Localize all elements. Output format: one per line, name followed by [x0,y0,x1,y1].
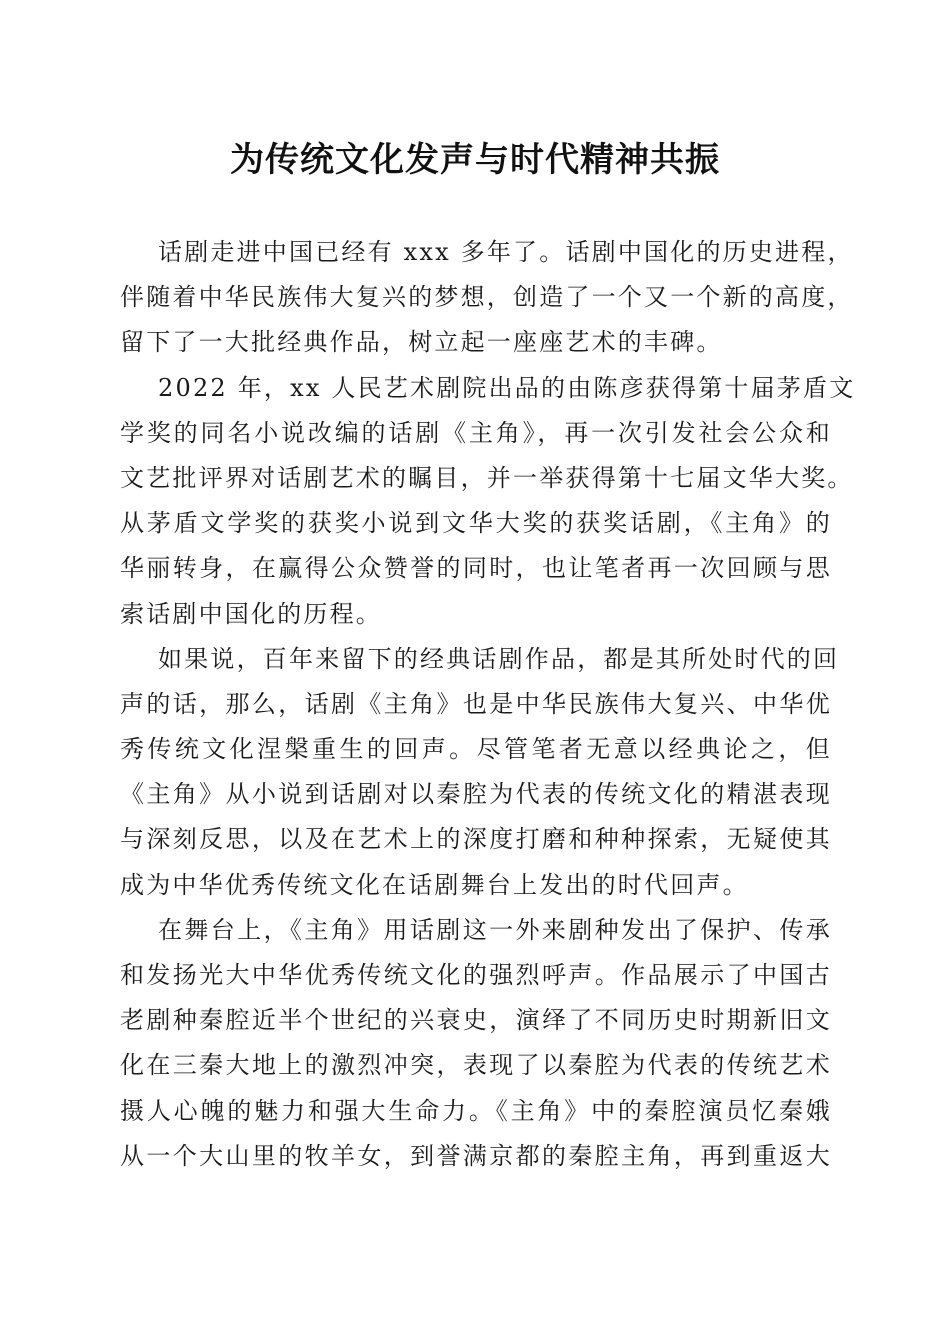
paragraph-4-line-1: 在舞台上，《主角》用话剧这一外来剧种发出了保护、传承 [158,915,832,944]
paragraph-2-line-6: 索话剧中国化的历程。 [120,599,382,628]
paragraph-3-line-6: 成为中华优秀传统文化在话剧舞台上发出的时代回声。 [120,870,749,899]
paragraph-3-line-2: 声的话，那么，话剧《主角》也是中华民族伟大复兴、中华优 [120,689,832,718]
paragraph-4-line-4: 化在三秦大地上的激烈冲突，表现了以秦腔为代表的传统艺术 [120,1051,832,1080]
paragraph-3-line-1: 如果说，百年来留下的经典话剧作品，都是其所处时代的回 [158,644,840,673]
paragraph-3-line-4: 《主角》从小说到话剧对以秦腔为代表的传统文化的精湛表现 [120,780,832,809]
document-body [120,230,856,1179]
paragraph-1-line-2: 伴随着中华民族伟大复兴的梦想，创造了一个又一个新的高度， [120,283,854,312]
paragraph-4-line-5: 摄人心魄的魅力和强大生命力。《主角》中的秦腔演员忆秦娥 [120,1096,832,1125]
paragraph-4-line-6: 从一个大山里的牧羊女，到誉满京都的秦腔主角，再到重返大 [120,1141,832,1170]
paragraph-4-line-3: 老剧种秦腔近半个世纪的兴衰史，演绎了不同历史时期新旧文 [120,1006,832,1035]
paragraph-1-line-3: 留下了一大批经典作品，树立起一座座艺术的丰碑。 [120,328,723,357]
paragraph-1-line-1: 话剧走进中国已经有 xxx 多年了。话剧中国化的历史进程， [158,238,854,266]
paragraph-3-line-3: 秀传统文化涅槃重生的回声。尽管笔者无意以经典论之，但 [120,735,832,764]
paragraph-2-line-3: 文艺批评界对话剧艺术的瞩目，并一举获得第十七届文华大奖。 [120,463,854,492]
paragraph-4-line-2: 和发扬光大中华优秀传统文化的强烈呼声。作品展示了中国古 [120,961,832,989]
document-title: 为传统文化发声与时代精神共振 [230,140,720,180]
paragraph-2-line-5: 华丽转身，在赢得公众赞誉的同时，也让笔者再一次回顾与思 [120,554,832,583]
paragraph-3-line-5: 与深刻反思，以及在艺术上的深度打磨和种种探索，无疑使其 [120,825,832,854]
paragraph-2-line-2: 学奖的同名小说改编的话剧《主角》，再一次引发社会公众和 [120,418,832,447]
paragraph-2-line-1: 2022 年，xx 人民艺术剧院出品的由陈彦获得第十届茅盾文 [158,373,856,402]
paragraph-2-line-4: 从茅盾文学奖的获奖小说到文华大奖的获奖话剧，《主角》的 [120,509,832,538]
